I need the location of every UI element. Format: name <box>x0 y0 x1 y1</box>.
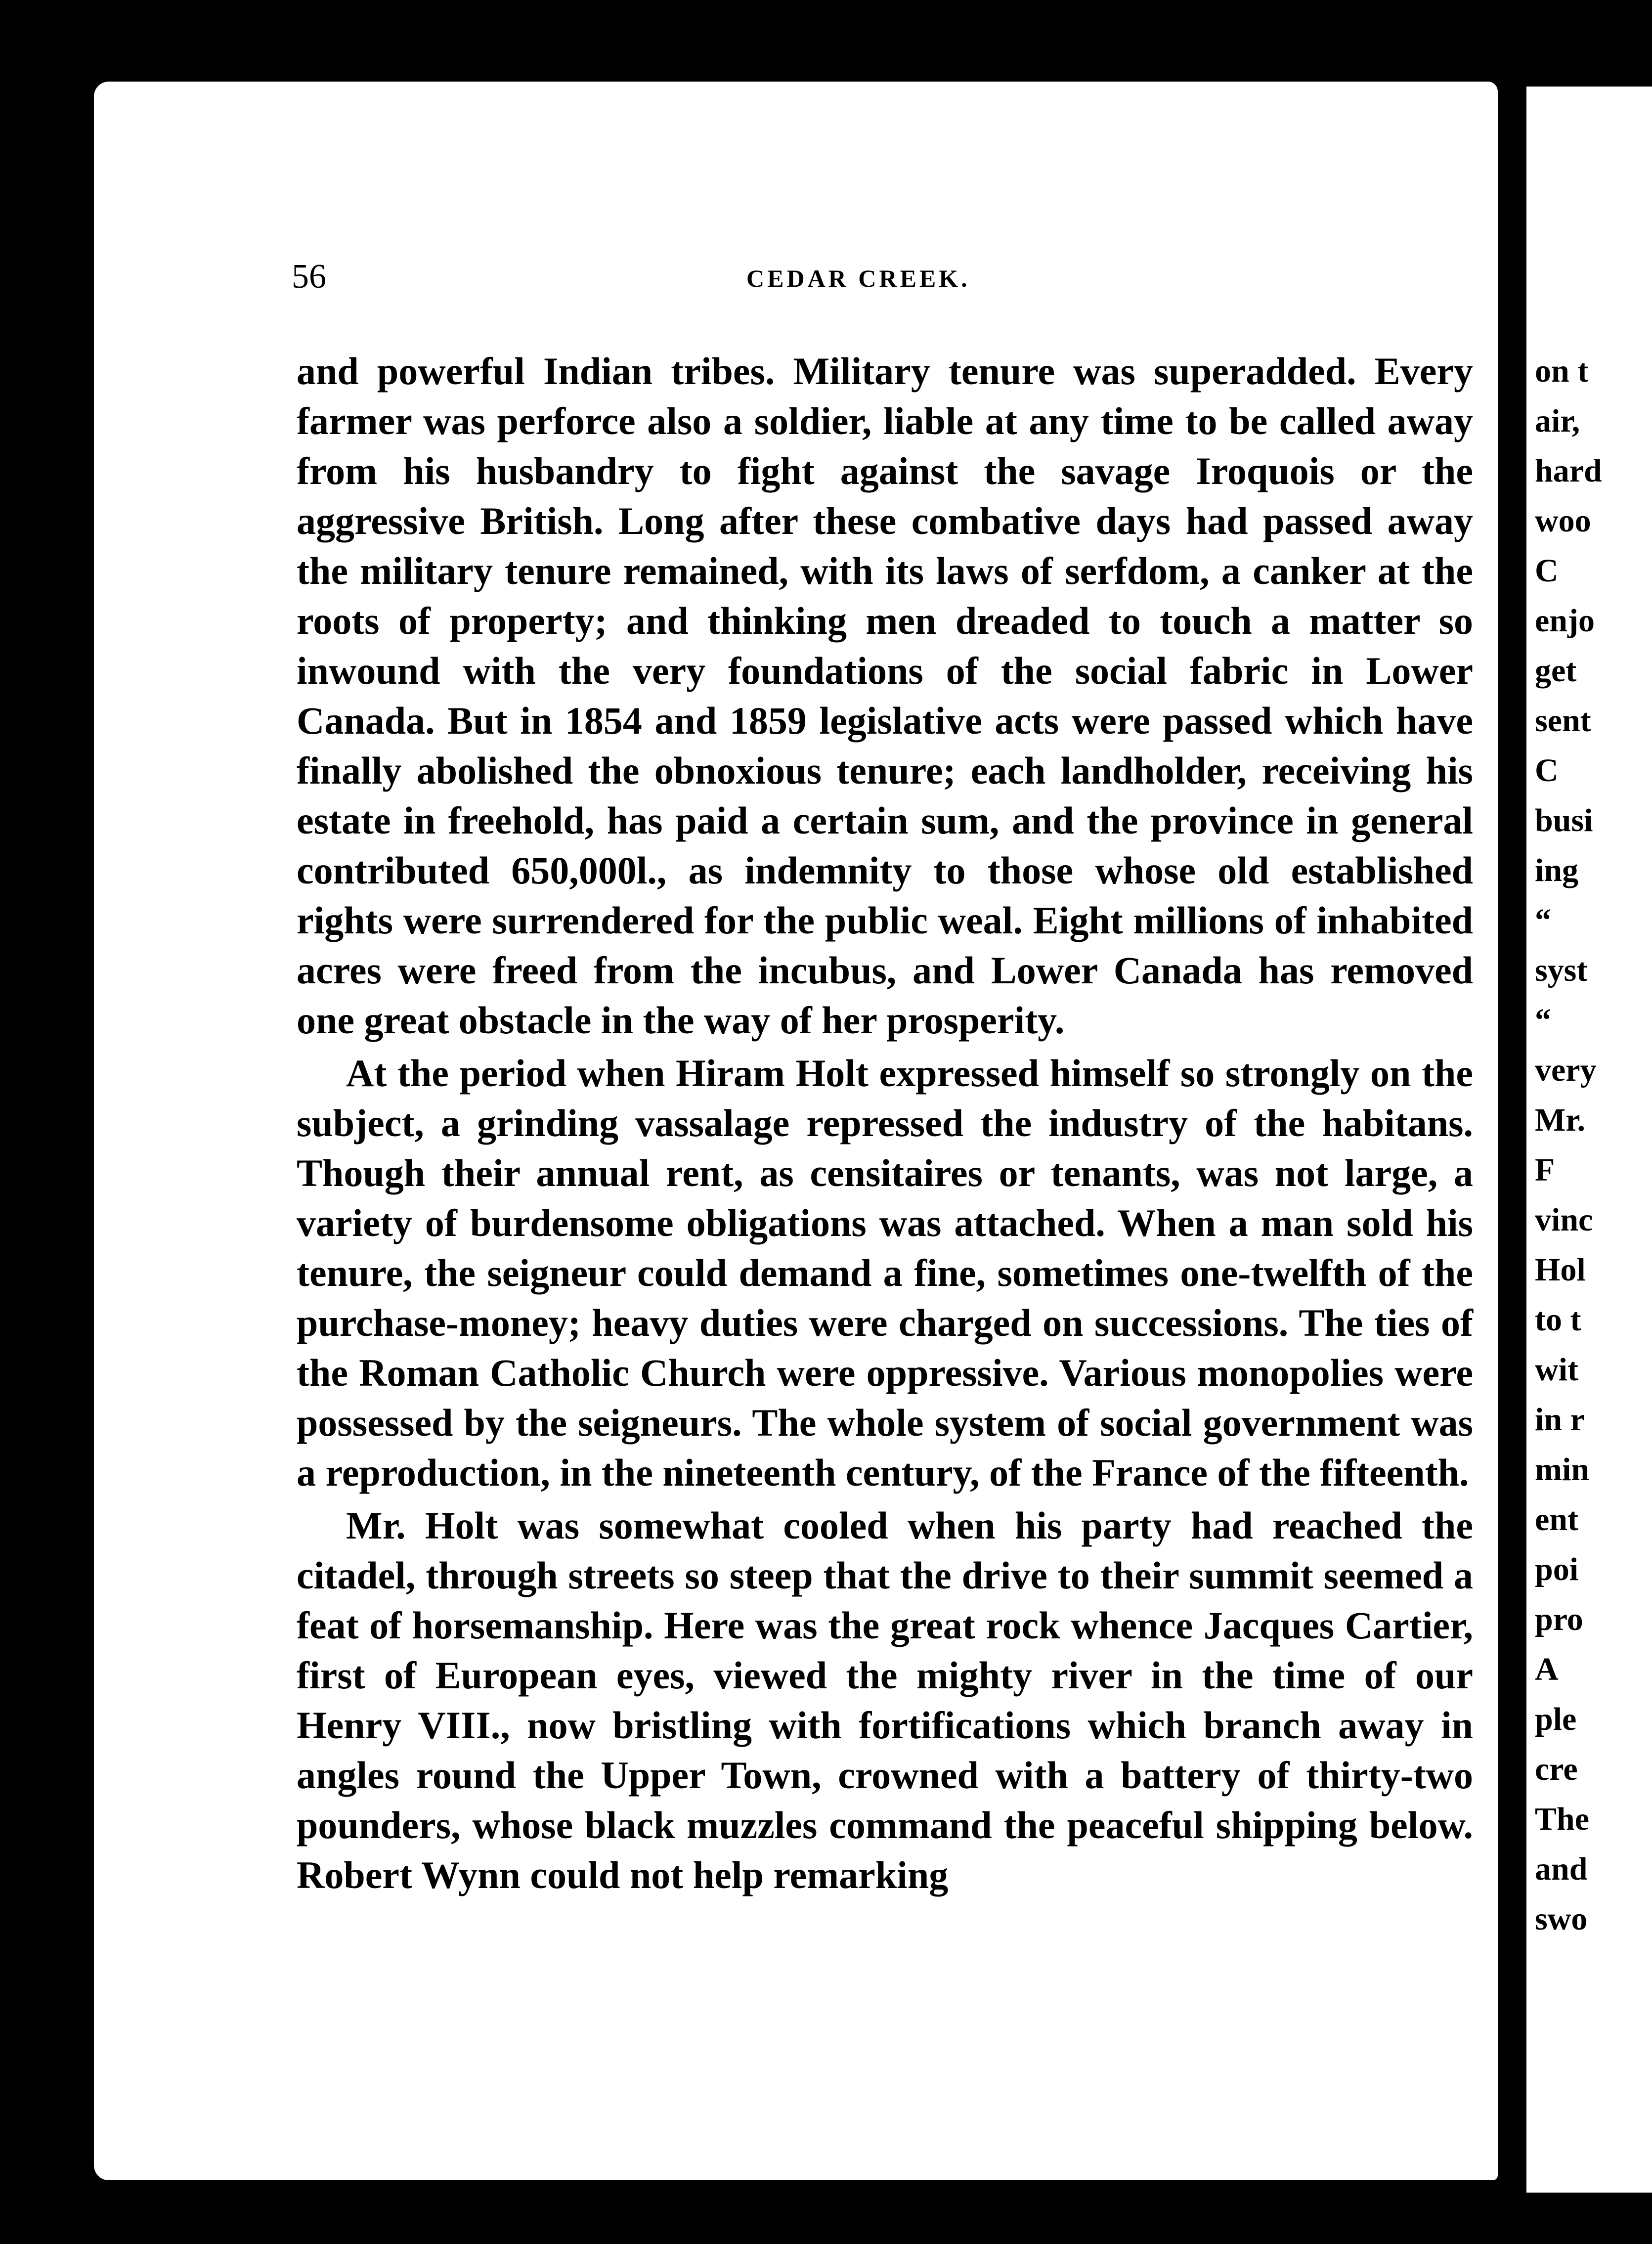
facing-line: busi <box>1535 802 1593 838</box>
facing-line: woo <box>1535 503 1591 539</box>
facing-line: min <box>1535 1452 1590 1488</box>
facing-line: ent <box>1535 1501 1578 1538</box>
facing-line: in r <box>1535 1402 1585 1438</box>
facing-line: Hol <box>1535 1252 1586 1288</box>
running-head <box>292 257 1488 297</box>
facing-line: get <box>1535 653 1577 689</box>
facing-line: and <box>1535 1851 1588 1887</box>
facing-line: C <box>1535 752 1559 789</box>
facing-line: A <box>1535 1651 1559 1687</box>
facing-line: very <box>1535 1052 1597 1088</box>
facing-line: vinc <box>1535 1202 1593 1238</box>
facing-line: hard <box>1535 453 1602 489</box>
facing-page-text <box>1535 346 1649 1944</box>
facing-line: ple <box>1535 1701 1577 1737</box>
facing-line: ing <box>1535 852 1579 888</box>
facing-line: The <box>1535 1801 1590 1837</box>
paragraph-3: Mr. Holt was somewhat cooled when his party had reached the citadel, through streets so steep that the drive to their summit seemed a feat of horsemanship. Here was the great rock whence Jacques Cartier, first of European eyes, viewed the mighty river in the time of our Henry VIII., now bristling with fortifications which branch away in angles round the Upper Town, crowned with a battery of thirty-two pounders, whose black muzzles command the peaceful shipping below. Robert Wynn could not help remarking <box>297 1504 1473 1896</box>
running-title: CEDAR CREEK. <box>746 264 970 292</box>
facing-line: on t <box>1535 353 1589 389</box>
facing-line: sent <box>1535 703 1591 739</box>
facing-line: pro <box>1535 1601 1583 1637</box>
facing-line: C <box>1535 553 1559 589</box>
paragraph-1: and powerful Indian tribes. Military tenure was superadded. Every farmer was perforce also a soldier, liable at any time to be called away from his husbandry to fight against the savage Iroquois or the aggressive British. Long after these combative days had passed away the military tenure remained, with its laws of serfdom, a canker at the roots of property; and thinking men dreaded to touch a matter so inwound with the very foundations of the social fabric in Lower Canada. But in 1854 and 1859 legislative acts were passed which have finally abolished the obnoxious tenure; each landholder, receiving his estate in freehold, has paid a certain sum, and the province in general contributed 650,000l., as indemnity to those whose old established rights were surrendered for the public weal. Eight millions of inhabited acres were freed from the incubus, and Lower Canada has removed one great obstacle in the way of her prosperity. <box>297 350 1473 1042</box>
facing-line: “ <box>1535 902 1551 938</box>
facing-line: syst <box>1535 952 1588 988</box>
facing-line: air, <box>1535 403 1580 439</box>
facing-line: cre <box>1535 1751 1578 1787</box>
body-text <box>297 346 1473 1900</box>
page-number: 56 <box>292 258 326 296</box>
facing-line: swo <box>1535 1901 1588 1937</box>
facing-line: F <box>1535 1152 1555 1188</box>
facing-line: to t <box>1535 1302 1581 1338</box>
paragraph-2: At the period when Hiram Holt expressed himself so strongly on the subject, a grinding vassalage repressed the industry of the habitans. Though their annual rent, as censitaires or tenants, was not large, a variety of burdensome obligations was attached. When a man sold his tenure, the seigneur could demand a fine, sometimes one-twelfth of the purchase-money; heavy duties were charged on successions. The ties of the Roman Catholic Church were oppressive. Various monopolies were possessed by the seigneurs. The whole system of social government was a reproduction, in the nineteenth century, of the France of the fifteenth. <box>297 1052 1473 1494</box>
facing-line: poi <box>1535 1551 1579 1587</box>
facing-line: Mr. <box>1535 1102 1586 1138</box>
facing-line: “ <box>1535 1002 1551 1038</box>
facing-line: wit <box>1535 1352 1578 1388</box>
facing-line: enjo <box>1535 603 1595 639</box>
